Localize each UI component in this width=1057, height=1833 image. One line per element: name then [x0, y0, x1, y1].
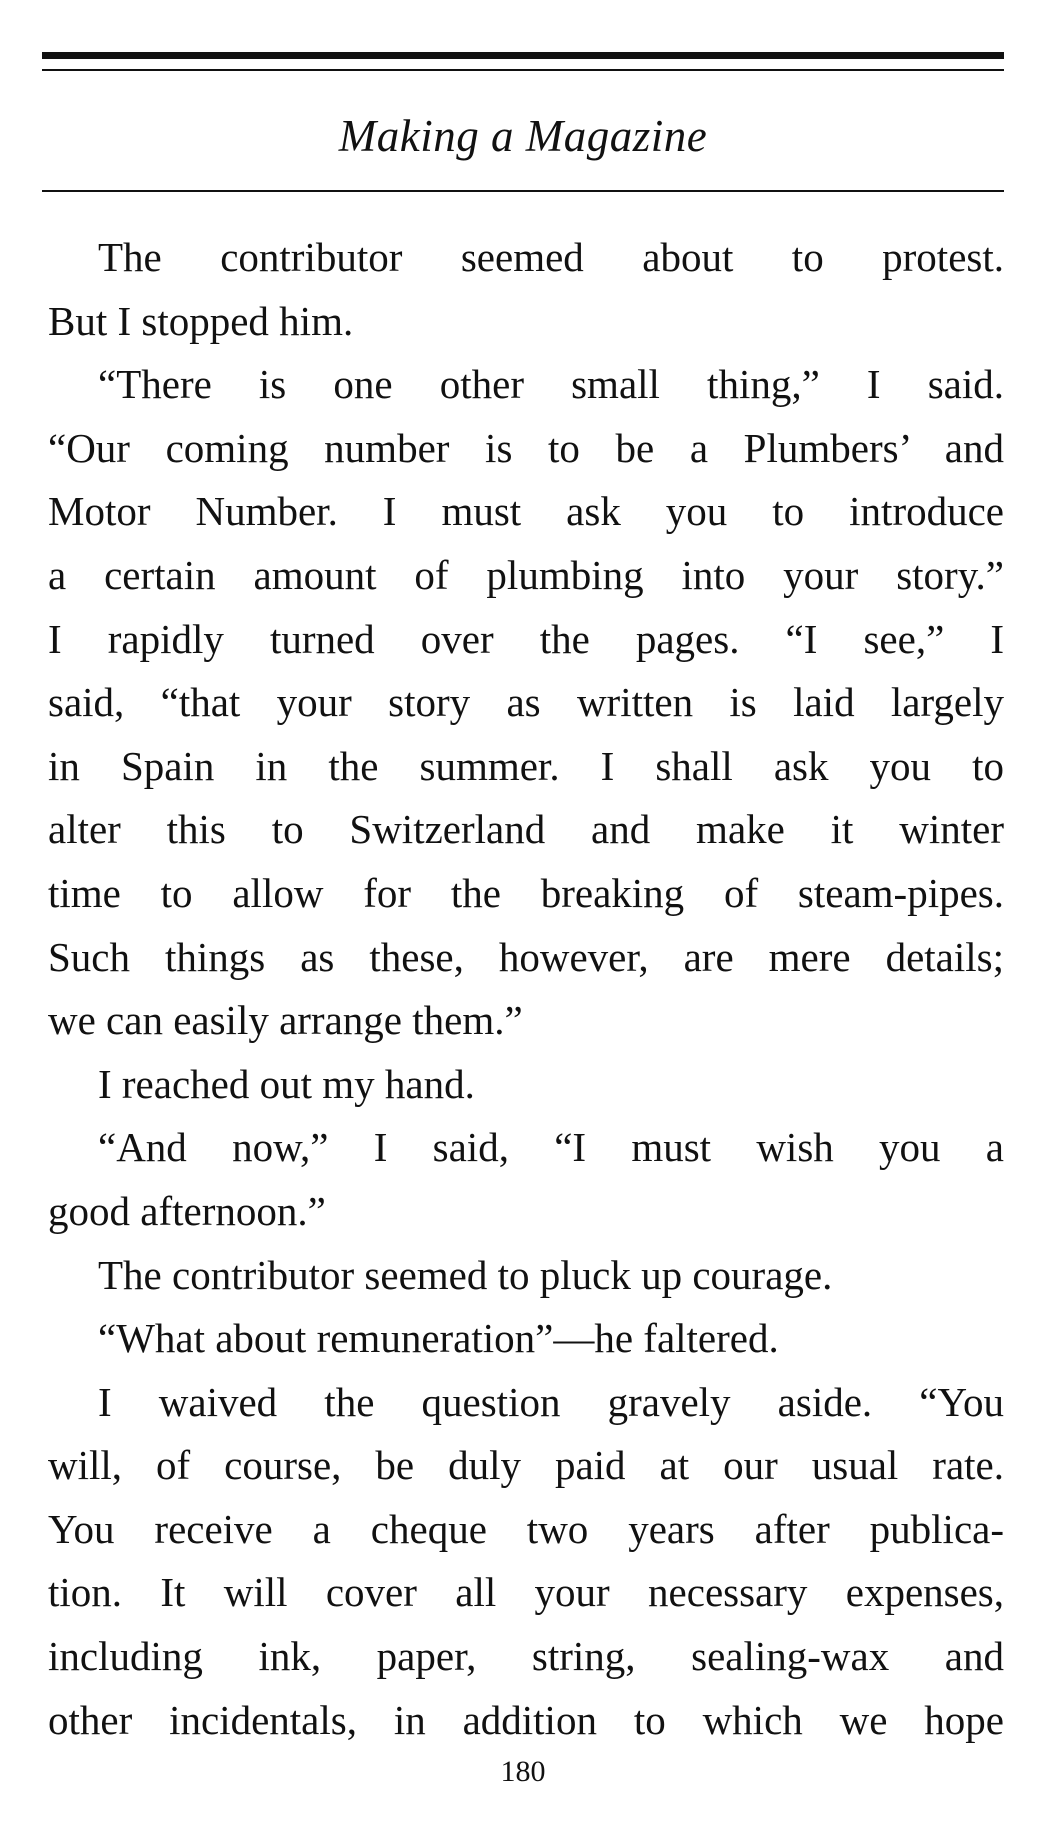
text-line: “What about remuneration”—he faltered. [98, 1315, 779, 1362]
text-line: Such things as these, however, are mere details; [48, 933, 1004, 980]
top-thin-rule [42, 69, 1004, 71]
text-line: alter this to Switzerland and make it winter [48, 806, 1004, 853]
text-line: good afternoon.” [48, 1187, 326, 1234]
text-line: You receive a cheque two years after publica- [48, 1505, 1004, 1552]
text-line: I reached out my hand. [98, 1060, 475, 1107]
text-line: “Our coming number is to be a Plumbers’ and [48, 424, 1004, 471]
text-line: But I stopped him. [48, 297, 354, 344]
text-line: Motor Number. I must ask you to introduce [48, 488, 1004, 535]
text-line: said, “that your story as written is laid largely [48, 679, 1004, 726]
text-line: time to allow for the breaking of steam-pipes. [48, 869, 1004, 916]
text-line: in Spain in the summer. I shall ask you to [48, 742, 1004, 789]
text-line: tion. It will cover all your necessary expenses, [48, 1569, 1004, 1616]
text-line: will, of course, be duly paid at our usual rate. [48, 1442, 1004, 1489]
text-line: The contributor seemed about to protest. [98, 234, 1004, 280]
text-line: I rapidly turned over the pages. “I see,” I [48, 615, 1004, 662]
text-line: a certain amount of plumbing into your story.” [48, 551, 1004, 598]
text-line: we can easily arrange them.” [48, 997, 523, 1044]
page-number: 180 [500, 1755, 546, 1788]
text-line: other incidentals, in addition to which we hope [48, 1696, 1004, 1743]
text-line: “There is one other small thing,” I said. [98, 361, 1004, 408]
text-line: The contributor seemed to pluck up courage. [98, 1251, 833, 1298]
text-line: including ink, paper, string, sealing-wax and [48, 1633, 1004, 1680]
text-line: I waived the question gravely aside. “You [98, 1378, 1004, 1425]
top-thick-rule [42, 52, 1004, 59]
running-head-underline [42, 190, 1004, 192]
text-line: “And now,” I said, “I must wish you a [98, 1124, 1004, 1171]
running-head: Making a Magazine [338, 111, 708, 161]
body-text [48, 226, 1004, 1752]
